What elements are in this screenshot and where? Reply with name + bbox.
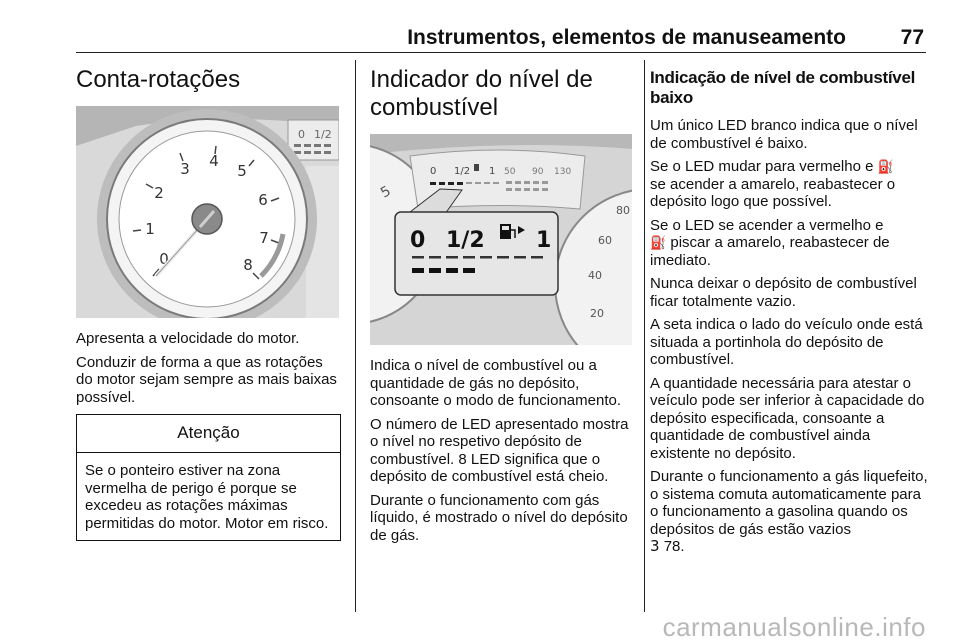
paragraph: Nunca deixar o depósito de combustível ficar totalmente vazio. (650, 275, 917, 310)
speed-label: 50 (504, 167, 516, 177)
section-heading: Indicação de nível de combustível baixo (650, 68, 916, 107)
fuel-led (412, 268, 424, 273)
small-fuel-0: 0 (430, 166, 437, 177)
paragraph: O número de LED apresentado mostra o nível no respetivo depósito de combustível. 8 LED significa que o depósito de combustível está cheio. (370, 415, 629, 485)
tacho-number: 8 (243, 256, 253, 274)
tachometer-figure (76, 106, 339, 318)
speedo-number: 60 (598, 234, 612, 247)
column-separator (644, 60, 645, 612)
paragraph: A seta indica o lado do veículo onde está situada a portinhola do depósito de combustível. (650, 316, 923, 368)
zoom-fuel-half: 1/2 (446, 228, 485, 253)
speedo-number: 20 (590, 307, 604, 320)
section-heading: Indicador do nível de combustível (370, 66, 593, 121)
paragraph: Indica o nível de combustível ou a quantidade de gás no depósito, consoante o modo de funcionamento. (370, 357, 622, 409)
svg-text:5: 5 (378, 183, 394, 202)
notice-title: Atenção (77, 415, 340, 453)
page-number: 77 (900, 26, 924, 49)
page-reference-icon: 3 (650, 537, 660, 555)
tacho-number: 4 (209, 152, 219, 170)
tacho-number: 5 (237, 162, 247, 180)
paragraph: Durante o funcionamento a gás liquefeito, o sistema comuta automaticamente para o funcionamento a gasolina quando os depósitos de gás estão vazios 3 78. (650, 468, 928, 555)
tacho-number: 1 (145, 220, 155, 238)
column-fuel-gauge (370, 60, 634, 550)
paragraph: Durante o funcionamento com gás líquido, é mostrado o nível do depósito de gás. (370, 491, 628, 544)
paragraph: A quantidade necessária para atestar o veículo pode ser inferior à capacidade do depósito especificada, consoante a quantidade de combustível ainda existente no depósito. (650, 374, 925, 462)
tacho-number: 6 (258, 191, 268, 209)
paragraph: Um único LED branco indica que o nível de combustível é baixo. (650, 117, 918, 152)
paragraph: Conduzir de forma a que as rotações do motor sejam sempre as mais baixas possível. (76, 353, 337, 406)
paragraph: Se o LED mudar para vermelho e ⛽ se acender a amarelo, reabastecer o depósito logo que possível. (650, 158, 896, 210)
warning-notice (76, 414, 341, 541)
speedo-number: 80 (616, 204, 630, 217)
speed-label: 90 (532, 167, 544, 177)
speedo-number: 40 (588, 269, 602, 282)
fuel-led (446, 268, 458, 273)
small-fuel-half: 1/2 (454, 166, 471, 177)
column-low-fuel (650, 60, 930, 562)
page-header (76, 22, 926, 53)
fuel-gauge-figure (370, 134, 632, 345)
paragraph: Se o LED se acender a vermelho e ⛽ piscar a amarelo, reabastecer de imediato. (650, 216, 890, 269)
fuel-label-0: 0 (298, 128, 305, 141)
header-title: Instrumentos, elementos de manuseamento (407, 26, 846, 49)
speed-label: 130 (554, 167, 572, 177)
tacho-number: 3 (180, 160, 190, 178)
tacho-number: 2 (154, 184, 164, 202)
fuel-led (429, 268, 441, 273)
section-heading: Conta-rotações (76, 66, 241, 93)
tacho-number: 0 (159, 250, 169, 268)
footer-watermark: carmanualsonline.info (662, 612, 926, 642)
fuel-label-half: 1/2 (314, 128, 332, 141)
tacho-number: 7 (259, 229, 269, 247)
small-fuel-1: 1 (489, 166, 496, 177)
zoom-fuel-1: 1 (536, 228, 552, 253)
column-separator (355, 60, 356, 612)
fuel-pump-icon: ⛽ (650, 235, 667, 250)
paragraph: Apresenta a velocidade do motor. (76, 330, 300, 347)
column-tachometer (76, 60, 341, 541)
zoom-fuel-0: 0 (410, 228, 426, 253)
fuel-led (463, 268, 475, 273)
fuel-pump-icon: ⛽ (877, 159, 894, 174)
notice-body: Se o ponteiro estiver na zona vermelha de perigo é porque se excedeu as rotações máximas permitidas do motor. Motor em risco. (85, 462, 329, 532)
page-reference[interactable]: 78. (663, 538, 685, 555)
